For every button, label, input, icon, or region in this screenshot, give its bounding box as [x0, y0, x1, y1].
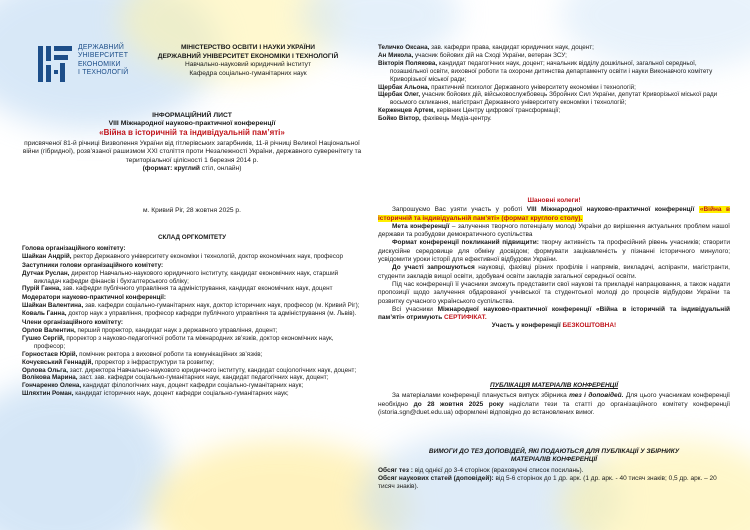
text: Обсяг тез :: [378, 466, 413, 474]
text: Участь у конференції: [491, 322, 561, 330]
text: науковці, фахівці різних профілів і напрямів, викладачі, аспіранти, магістранти, студенти закладів вищої освіти, здобувачі освіти закладів загальної середньої освіти.: [378, 264, 730, 280]
logo-line: ЕКОНОМІКИ: [78, 60, 121, 68]
requirement-item: [378, 467, 730, 475]
university-logo-icon: [38, 46, 72, 82]
committee-member: [378, 52, 730, 60]
member-name: Шайкан Валентина,: [22, 302, 84, 310]
requirements-title-line: МАТЕРІАЛІВ КОНФЕРЕНЦІЇ: [510, 456, 598, 464]
university-name: ДЕРЖАВНИЙ УНІВЕРСИТЕТ ЕКОНОМІКИ І ТЕХНОЛОГІЙ: [157, 52, 339, 60]
text: від однієї до 3-4 сторінок (враховуючі список посилань).: [414, 466, 584, 474]
member-name: Щербак Олег,: [378, 91, 421, 99]
committee-member: [22, 390, 362, 398]
text: Мета конференції: [392, 222, 450, 230]
institute-name: Навчально-науковий юридичний інститут: [184, 61, 311, 69]
committee-group: Голова організаційного комітету:: [22, 244, 126, 252]
member-role: зав. кафедри публічного управління та адміністрування, кандидат економічних наук, доцент: [62, 285, 333, 293]
member-role: учасник бойових дій на Сході України, ветеран ЗСУ;: [414, 51, 567, 59]
conference-theme: «Війна в історичній та індивідуальній пам’яті»: [99, 127, 285, 137]
member-name: Дутчак Руслан,: [22, 269, 70, 277]
member-role: проректор з науково-педагогічної роботи та міжнародних зв’язків, доктор економічних наук, професор;: [34, 334, 334, 350]
member-role: керівник Центру цифрової трансформації;: [436, 107, 561, 115]
format-value: стіл, онлайн): [201, 165, 242, 173]
format-label: (формат: круглий: [142, 165, 200, 173]
member-name: Щербак Альона,: [378, 83, 430, 91]
member-name: Гушко Сергій,: [22, 334, 65, 342]
committee-member: [22, 253, 362, 261]
text: Обсяг наукових статей (доповідей):: [378, 474, 494, 482]
member-role: зав. кафедри соціально-гуманітарних наук, доктор історичних наук, професор (м. Кривий Ріг);: [84, 302, 360, 310]
member-role: фахівець Медіа-центру.: [422, 115, 492, 123]
committee-member: [378, 91, 730, 107]
participants-paragraph: [378, 264, 730, 281]
logo-line: УНІВЕРСИТЕТ: [78, 52, 129, 60]
member-role: кандидат педагогічних наук, доцент; начальник відділу дошкільної, загальної середньої, позашкільної освіти, виховної роботи та охорони дитинства департаменту освіти і науки Виконавчого комітету Криворізької міської ради;: [390, 59, 713, 83]
committee-member: [378, 107, 730, 115]
text: Запрошуємо Вас узяти участь у роботі: [392, 206, 523, 214]
member-name: Теличко Оксана,: [378, 44, 430, 51]
format-paragraph: [378, 239, 730, 264]
member-name: Бойко Віктор,: [378, 115, 421, 123]
dedication-text: присвяченої 81-й річниці Визволення України від гітлерівських загарбників, 11-й річниці Великої Національної війни (гібридної), розв’язаної рашизмом XXI століття проти Незалежності України, державного суверенітету та територіальної цілісності 1 березня 2014 р.: [22, 140, 362, 164]
member-role: заст. зав. кафедри соціально-гуманітарних наук, кандидат педагогічних наук, доцент;: [79, 374, 329, 382]
text: До участі запрошуються: [392, 264, 475, 272]
member-name: Горностаєв Юрій,: [22, 350, 78, 358]
member-name: Коваль Ганна,: [22, 310, 67, 318]
greeting: Шановні колеги!: [527, 197, 581, 204]
requirements-title: [378, 448, 730, 465]
member-role: ректор Державного університету економіки і технологій, доктор економічних наук, професор: [73, 252, 344, 260]
member-role: кандидат філологічних наук, доцент кафедри соціально-гуманітарних наук;: [82, 382, 304, 390]
committee-group: Члени організаційного комітету:: [22, 319, 123, 327]
member-role: кандидат історичних наук, доцент кафедри соціально-гуманітарних наук;: [75, 390, 289, 398]
document-title: [22, 112, 362, 137]
member-name: Вікторія Полякова,: [378, 59, 438, 67]
requirements-title-line: ВИМОГИ ДО ТЕЗ ДОПОВІДЕЙ, ЯКІ ПОДАЮТЬСЯ ДЛЯ ПУБЛІКАЦІЇ У ЗБІРНИКУ: [428, 448, 680, 455]
requirements-section: [378, 448, 730, 491]
text: від 5-6 сторінок до 1 др. арк. (1 др. арк. - 40 тисяч знаків; 0,5 др. арк. – 20 тисяч знаків).: [378, 474, 717, 491]
member-role: проректор з інфраструктури та розвитку;: [94, 358, 214, 366]
committee-member: [22, 270, 362, 286]
text: Всі учасники: [392, 305, 433, 313]
committee-member: [378, 44, 730, 52]
text: творчу активність та професійний рівень учасників; створити дискусійне середовище для обміну досвідом; формувати зацікавленість у пізнанні історичного минулого; усвідомити уроки історії для ефективної відбудови України.: [378, 239, 730, 264]
member-name: Кочуєвський Геннадій,: [22, 358, 94, 366]
member-name: Орлов Валентин,: [22, 326, 76, 334]
committee-group: Модератори науково-практичної конференції:: [22, 294, 166, 302]
dedication-block: [22, 140, 362, 174]
text: Для цього учасникам конференції необхідно: [378, 392, 730, 408]
invitation-section: [378, 197, 730, 331]
free-participation: [378, 322, 730, 330]
info-letter-label: ІНФОРМАЦІЙНИЙ ЛИСТ: [152, 112, 232, 119]
committee-member: [22, 351, 362, 359]
publication-section: [378, 382, 730, 417]
committee-member: [378, 60, 730, 84]
organizing-committee: [22, 234, 362, 398]
member-name: Пурій Ганна,: [22, 285, 62, 293]
member-role: практичний психолог Державного університету економіки і технологій;: [431, 83, 636, 91]
deadline: до 28 жовтня 2025 року: [413, 400, 504, 408]
member-role: директор Навчально-наукового юридичного інституту, кандидат економічних наук, старший викладач кафедри фінансів і бухгалтерського обліку;: [34, 269, 339, 285]
text: Міжнародної науково-практичної конференції «Війна в історичній та індивідуальній пам’яті» отримують: [378, 305, 730, 322]
goal-paragraph: [378, 223, 730, 240]
member-role: заст. директора Навчально-наукового юридичного інституту, кандидат соціологічних наук, доцент;: [69, 366, 357, 374]
member-name: Керженцев Артем,: [378, 107, 436, 115]
committee-heading: СКЛАД ОРГКОМІТЕТУ: [157, 234, 227, 241]
committee-member: [22, 359, 362, 367]
member-role: доктор наук з управління, професор кафедри публічного управління та адміністрування (м. Львів).: [68, 310, 357, 318]
member-role: учасник бойових дій, військовослужбовець Збройних Сил України, депутат Криворізької міської ради восьмого скликання, магістрант Державного університету економіки і технологій;: [390, 91, 718, 107]
logo-line: ДЕРЖАВНИЙ: [78, 44, 125, 51]
committee-member: [22, 310, 362, 318]
text: За матеріалами конференції планується випуск збірника: [392, 392, 567, 400]
member-name: Ан Микола,: [378, 51, 414, 59]
invitation-paragraph: [378, 206, 730, 223]
logo-line: І ТЕХНОЛОГІЙ: [78, 69, 129, 77]
city-date: м. Кривий Ріг, 28 жовтня 2025 р.: [143, 207, 241, 214]
committee-group: Заступники голови організаційного комітету:: [22, 261, 164, 269]
committee-member: [22, 335, 362, 351]
free-label: БЕЗКОШТОВНА!: [562, 322, 617, 330]
committee-member: [378, 115, 730, 123]
member-role: перший проректор, кандидат наук з державного управління, доцент;: [77, 326, 278, 334]
publication-paragraph: [378, 392, 730, 417]
university-logo: [38, 44, 158, 94]
presentation-paragraph: Під час конференції її учасники зможуть представити свої наукові та прикладні напрацювання, а також надати пропозиції щодо залучення обдарованої учнівської та студентської молоді до процесів відбудови України та розвитку сучасного українського суспільства.: [378, 280, 730, 305]
ministry-name: МІНІСТЕРСТВО ОСВІТИ І НАУКИ УКРАЇНИ: [180, 44, 316, 51]
text: надіслати тези та статті до організаційного комітету конференції (istoria.sgn@duet.edu.ua) оформлені відповідно до встановлених вимог.: [378, 400, 731, 416]
member-name: Шляхтин Роман,: [22, 390, 74, 398]
text: VIII Міжнародної науково-практичної конференції: [526, 206, 695, 214]
decorative-watercolor: [0, 380, 170, 530]
committee-member: [22, 302, 362, 310]
committee-member: [22, 327, 362, 335]
certificate-paragraph: [378, 306, 730, 323]
text: Формат конференції покликаний підвищити:: [392, 239, 539, 247]
format-line: [22, 165, 362, 173]
publication-title: ПУБЛІКАЦІЯ МАТЕРІАЛІВ КОНФЕРЕНЦІЇ: [489, 382, 619, 389]
committee-continued: [378, 44, 730, 123]
text: тез і доповідей.: [569, 392, 624, 400]
member-name: Шайкан Андрій,: [22, 252, 72, 260]
committee-member: [22, 285, 362, 293]
certificate-label: СЕРТИФІКАТ.: [444, 314, 487, 322]
ministry-header: [148, 44, 348, 78]
member-name: Орлова Ольга,: [22, 366, 68, 374]
member-role: зав. кафедри права, кандидат юридичних наук, доцент;: [431, 44, 594, 51]
conference-name: VIII Міжнародної науково-практичної конференції: [108, 120, 276, 128]
text: – залучення творчого потенціалу молоді України до вирішення актуальних проблем нашої держави та розбудови демократичного суспільства: [378, 222, 730, 239]
member-role: помічник ректора з виховної роботи та комунікаційних зв’язків;: [79, 350, 263, 358]
highlighted-theme: «Війна в історичній та індивідуальній пам’яті» (формат круглого столу).: [378, 206, 730, 222]
member-name: Гончаренко Олена,: [22, 382, 82, 390]
requirement-item: [378, 475, 730, 492]
member-name: Волікова Марина,: [22, 374, 78, 382]
department-name: Кафедра соціально-гуманітарних наук: [189, 69, 307, 77]
